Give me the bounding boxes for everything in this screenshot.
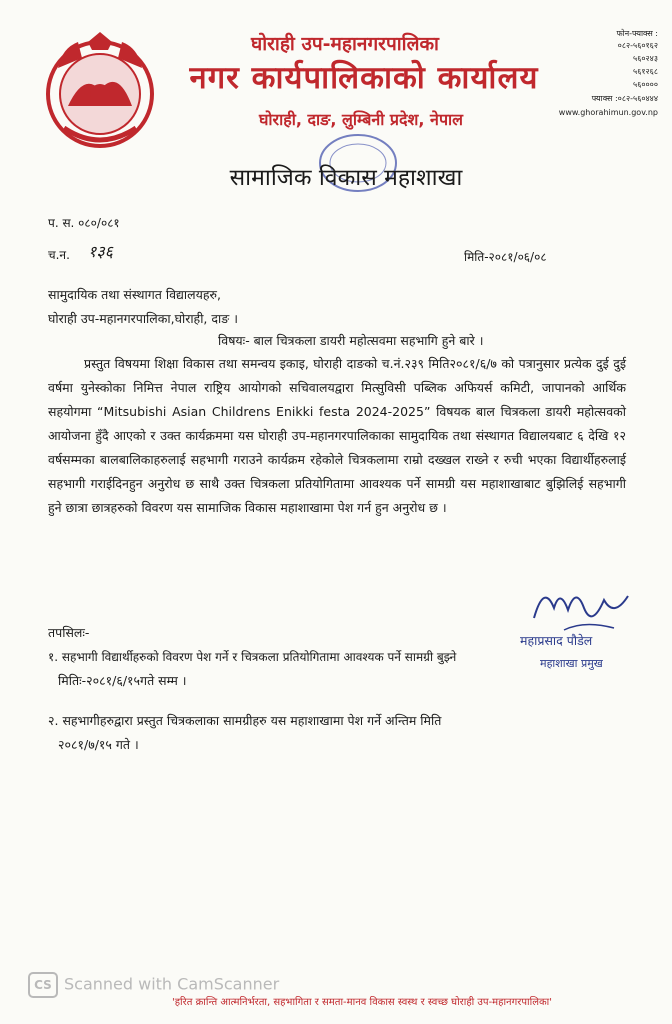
dispatch-label: च.न. — [48, 248, 70, 262]
dispatch-number: १३६ — [88, 242, 113, 261]
body-paragraph: प्रस्तुत विषयमा शिक्षा विकास तथा समन्वय इकाइ, घोराही दाङको च.नं.२३९ मिति२०८१/६/७ को पत्रानुसार प्रत्येक दुई दुई वर्षमा युनेस्कोका निमित्त नेपाल राष्ट्रिय आयोगको सचिवालयद्वारा मित्सुविसी पब्लिक अफियर्स कमिटी, जापानको आर्थिक सहयोगमा “Mitsubishi Asian Childrens Enikki festa 2024-2025” विषयक बाल चित्रकला डायरी महोत्सवको आयोजना हुँदै आएको र उक्त कार्यक्रममा यस घोराही उप-महानगरपालिकाका सामुदायिक तथा संस्थागत विद्यालयबाट ६ देखि १२ वर्षसम्मका बालबालिकाहरुलाई सहभागी गराउने कार्यक्रम रहेकोले चित्रकलामा राम्रो दख्खल राख्ने र रुची भएका विद्यार्थीहरुलाई सहभागी गराईदिनहुन अनुरोध छ साथै उक्त चित्रकला प्रतियोगितामा आवश्यक पर्ने सामग्री यस महाशाखाबाट बुझिलिई सहभागी हुने छात्रा छात्रहरुको विवरण यस सामाजिक विकास महाशाखामा पेश गर्न हुन अनुरोध छ । — [48, 356, 626, 515]
phone-label: फोन-फ्याक्स : — [616, 29, 658, 38]
municipality-logo — [38, 28, 162, 152]
phone-number: ०८२-५६०१६२ — [617, 41, 658, 50]
contact-block — [540, 28, 658, 117]
signatory-title: महाशाखा प्रमुख — [540, 657, 603, 670]
signatory-name: महाप्रसाद पौडेल — [520, 633, 593, 648]
watermark-text: Scanned with CamScanner — [64, 974, 280, 994]
details-heading: तपसिलः- — [48, 625, 90, 640]
recipient-line: सामुदायिक तथा संस्थागत विद्यालयहरु, — [48, 287, 221, 302]
website-link[interactable]: www.ghorahimun.gov.np — [558, 108, 658, 117]
detail-item-date: २०८१/७/१५ गते । — [58, 737, 139, 752]
fiscal-year: प. स. ०८०/०८१ — [48, 216, 120, 230]
phone-number: ५६०२४३ — [633, 54, 658, 63]
municipality-name: घोराही उप-महानगरपालिका — [251, 33, 439, 55]
detail-item-date: मितिः-२०८१/६/१५गते सम्म । — [58, 673, 187, 688]
fax-number: फ्याक्स :०८२-५६०४४४ — [591, 94, 658, 103]
phone-number: ५६०००० — [633, 80, 658, 89]
recipient-line: घोराही उप-महानगरपालिका,घोराही, दाङ । — [48, 311, 238, 326]
office-name: नगर कार्यपालिकाको कार्यालय — [189, 60, 539, 96]
subject-line: विषयः- बाल चित्रकला डायरी महोत्सवमा सहभागि हुने बारे । — [218, 333, 484, 348]
office-address: घोराही, दाङ, लुम्बिनी प्रदेश, नेपाल — [258, 110, 464, 129]
footer-slogan: 'हरित क्रान्ति आत्मनिर्भरता, सहभागिता र समता-मानव विकास स्वस्थ र स्वच्छ घोराही उप-महानगरपालिका' — [172, 997, 552, 1008]
phone-number: ५६१२६८ — [633, 67, 658, 76]
signature — [524, 578, 634, 638]
detail-item: २. सहभागीहरुद्वारा प्रस्तुत चित्रकलाका सामग्रीहरु यस महाशाखामा पेश गर्ने अन्तिम मिति — [48, 713, 442, 728]
detail-item: १. सहभागी विद्यार्थीहरुको विवरण पेश गर्ने र चित्रकला प्रतियोगितामा आवश्यक पर्ने सामग्री बुझ्ने — [48, 650, 457, 664]
letter-date: मिति-२०८१/०६/०८ — [464, 250, 547, 264]
camscanner-icon: CS — [28, 972, 58, 998]
department-title: सामाजिक विकास महाशाखा — [229, 165, 463, 191]
